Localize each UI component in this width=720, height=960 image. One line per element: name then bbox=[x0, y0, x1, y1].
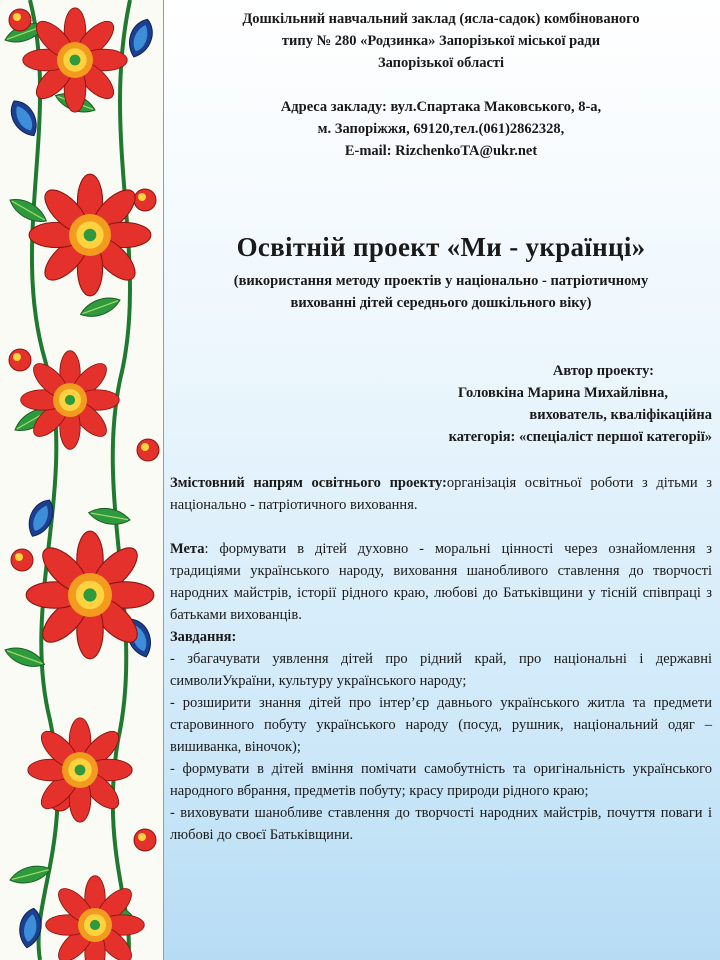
author-category: категорія: «спеціаліст першої категорії» bbox=[448, 429, 712, 445]
goal-text: : формувати в дітей духовно - моральні цінності через ознайомлення з традиціями українського народу, виховання шанобливого ставлення до творчості народних майстрів, історії рідного краю, любові до Батьківщини у тісній співпраці з батьками вихованців. bbox=[170, 541, 712, 623]
subtitle-line1: (використання методу проектів у національно - патріотичному bbox=[233, 273, 649, 289]
goal-label: Мета bbox=[170, 541, 205, 557]
project-subtitle bbox=[170, 270, 712, 314]
task-item: - збагачувати уявлення дітей про рідний край, про національні і державні символиУкраїни, культуру українського народу; bbox=[170, 651, 712, 689]
goal-paragraph bbox=[170, 538, 712, 626]
email-line: E-mail: RizchenkoTA@ukr.net bbox=[344, 143, 538, 159]
author-label: Автор проекту: bbox=[552, 363, 654, 379]
city-phone-line: м. Запоріжжя, 69120,тел.(061)2862328, bbox=[317, 121, 565, 137]
institution-name-line3: Запорізької області bbox=[377, 55, 505, 71]
direction-paragraph bbox=[170, 472, 712, 516]
floral-ornament-border bbox=[0, 0, 163, 960]
project-description bbox=[170, 472, 712, 846]
document-content bbox=[170, 0, 712, 960]
task-item: - виховувати шанобливе ставлення до творчості народних майстрів, почуття поваги і любові до своєї Батьківщини. bbox=[170, 805, 712, 843]
subtitle-line2: вихованні дітей середнього дошкільного віку) bbox=[290, 295, 592, 311]
address-line: Адреса закладу: вул.Спартака Маковського, 8-а, bbox=[280, 99, 602, 115]
border-divider bbox=[163, 0, 164, 960]
petrykivka-flowers-icon bbox=[0, 0, 163, 960]
institution-name-line2: типу № 280 «Родзинка» Запорізької міської ради bbox=[281, 33, 601, 49]
author-position: вихователь, кваліфікаційна bbox=[529, 407, 712, 423]
institution-name-line1: Дошкільний навчальний заклад (ясла-садок) комбінованого bbox=[242, 11, 640, 27]
institution-header bbox=[170, 8, 712, 162]
task-item: - розширити знання дітей про інтер’єр давнього українського житла та предмети старовинного побуту українського народу (посуд, рушник, національний одяг – вишиванка, віночок); bbox=[170, 695, 712, 755]
task-item: - формувати в дітей вміння помічати самобутність та оригінальність українського народного вбрання, предметів побуту; красу природи рідного краю; bbox=[170, 761, 712, 799]
author-name: Головкіна Марина Михайлівна, bbox=[458, 385, 668, 401]
direction-text: організація освітньої роботи з дітьми з національно - патріотичного виховання. bbox=[170, 475, 712, 513]
project-title: Освітній проект «Ми - українці» bbox=[236, 232, 646, 262]
tasks-label: Завдання: bbox=[170, 629, 237, 645]
direction-label: Змістовний напрям освітнього проекту: bbox=[170, 475, 447, 491]
author-block bbox=[312, 360, 712, 448]
